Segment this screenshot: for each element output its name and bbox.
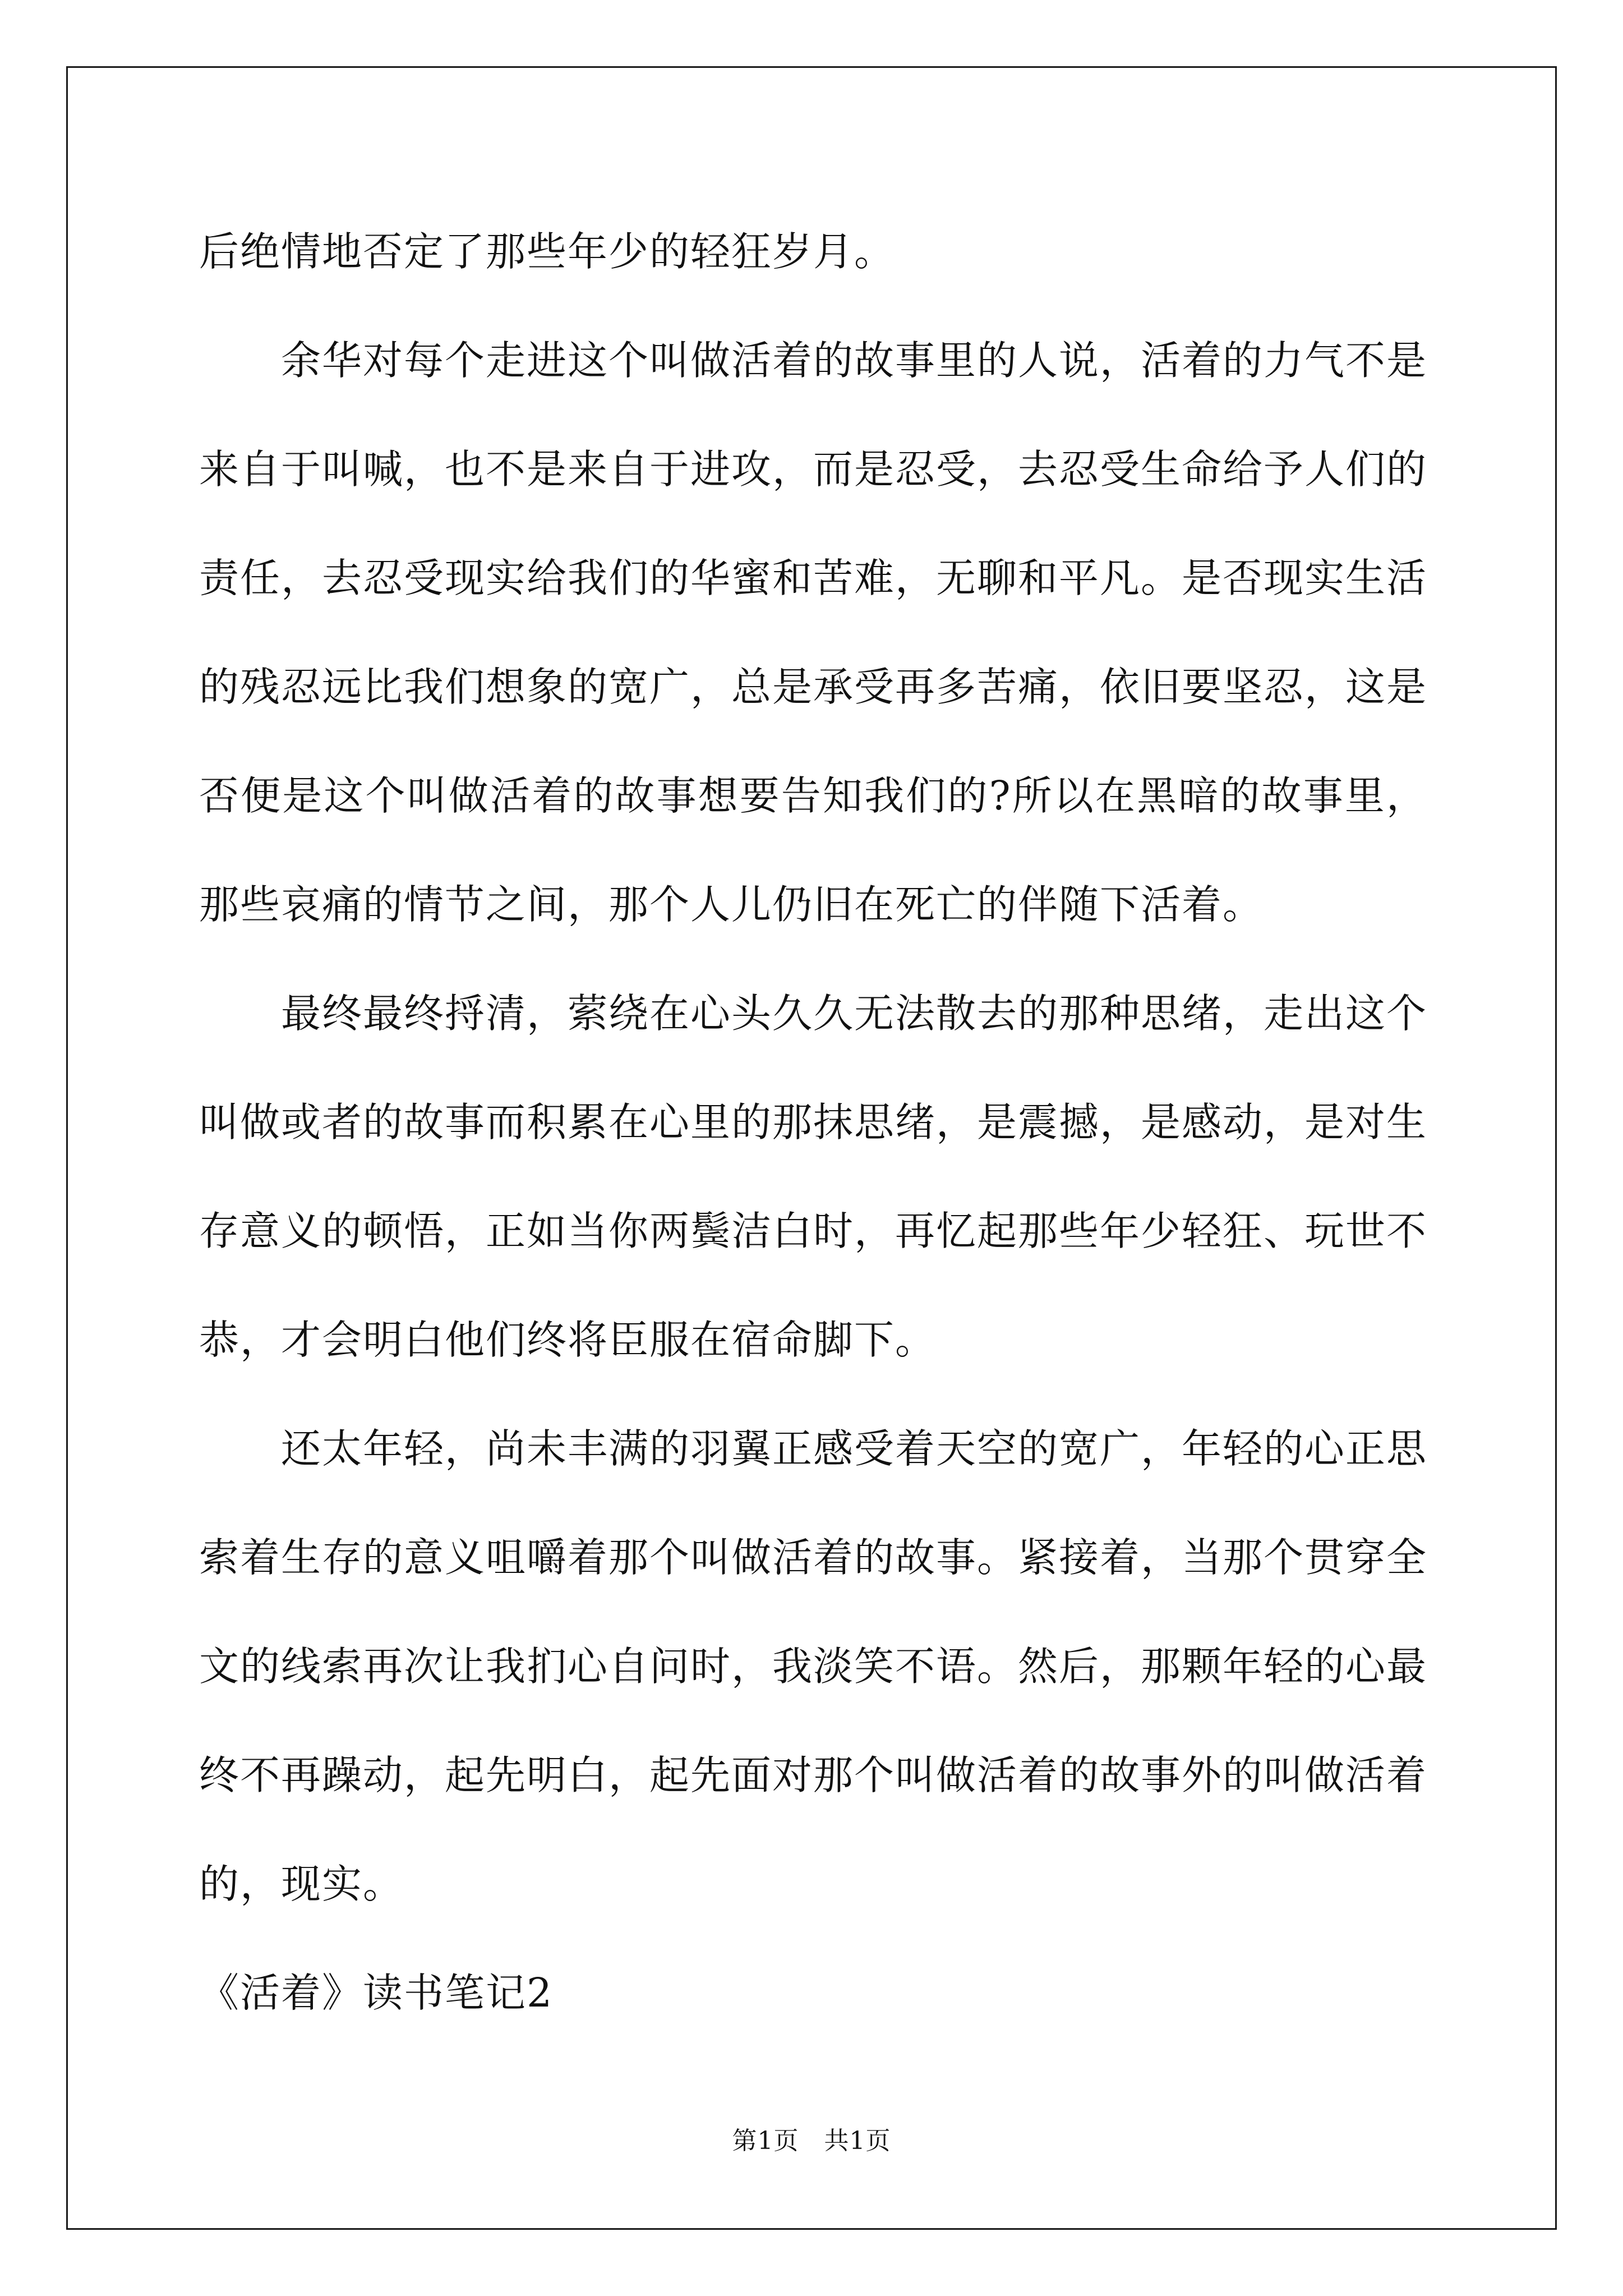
paragraph-3: 最终最终捋清，萦绕在心头久久无法散去的那种思绪，走出这个叫做或者的故事而积累在心里的那抹思绪，是震撼，是感动，是对生存意义的顿悟，正如当你两鬓洁白时，再忆起那些年少轻狂、玩世不恭，才会明白他们终将臣服在宿命脚下。 — [199, 990, 1428, 1363]
section-heading: 《活着》读书笔记2 — [199, 1970, 554, 2016]
paragraph-4: 还太年轻，尚未丰满的羽翼正感受着天空的宽广，年轻的心正思索着生存的意义咀嚼着那个叫做活着的故事。紧接着，当那个贯穿全文的线索再次让我扪心自问时，我淡笑不语。然后，那颗年轻的心最终不再躁动，起先明白，起先面对那个叫做活着的故事外的叫做活着的，现实。 — [199, 1425, 1428, 1907]
paragraph-1: 后绝情地否定了那些年少的轻狂岁月。 — [199, 228, 896, 275]
document-body — [199, 197, 1427, 2047]
page-footer: 第1页 共1页 — [732, 2127, 891, 2155]
paragraph-2: 余华对每个走进这个叫做活着的故事里的人说，活着的力气不是来自于叫喊，也不是来自于进攻，而是忍受，去忍受生命给予人们的责任，去忍受现实给我们的华蜜和苦难，无聊和平凡。是否现实生活的残忍远比我们想象的宽广，总是承受再多苦痛，依旧要坚忍，这是否便是这个叫做活着的故事想要告知我们的?所以在黑暗的故事里，那些哀痛的情节之间，那个人儿仍旧在死亡的伴随下活着。 — [199, 337, 1428, 928]
